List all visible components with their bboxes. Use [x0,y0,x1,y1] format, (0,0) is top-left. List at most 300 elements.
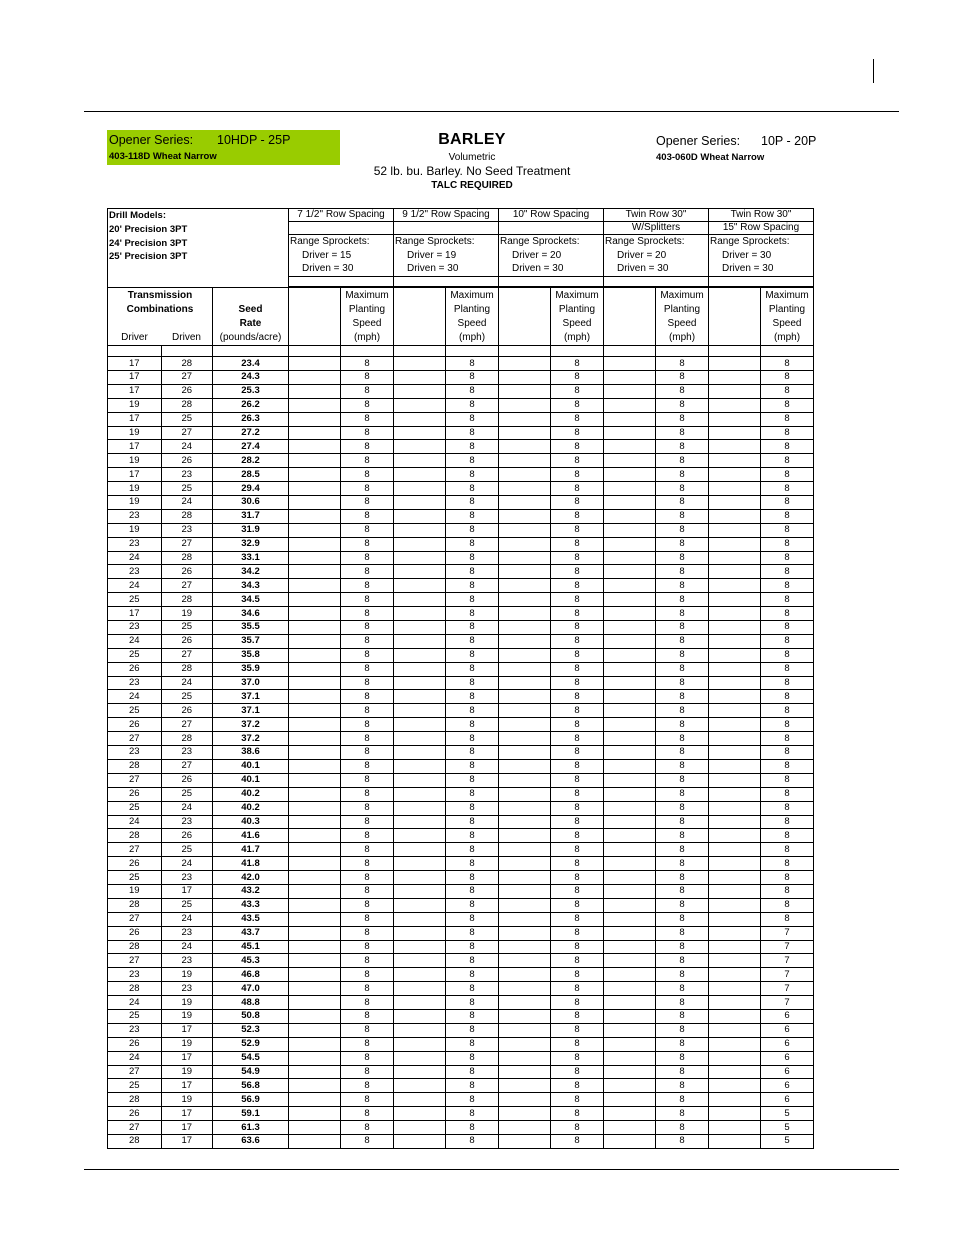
max-speed-value: 8 [656,426,709,440]
max-speed-value: 8 [446,496,499,510]
driver-value: 27 [108,1065,162,1079]
seed-rate-value: 43.5 [213,912,289,926]
blank-cell [289,940,341,954]
max-speed-value: 7 [761,926,814,940]
driven-value: 28 [161,593,213,607]
max-speed-value: 8 [761,398,814,412]
max-speed-value: 8 [341,1079,394,1093]
max-speed-header [446,288,499,346]
blank-cell [499,482,551,496]
max-speed-value: 8 [551,676,604,690]
max-speed-value: 8 [551,704,604,718]
blank-cell [709,1121,761,1135]
table-row [108,773,814,787]
blank-cell [709,468,761,482]
table-row [108,357,814,371]
cell-line: (mph) [668,332,696,344]
driven-value: 28 [161,509,213,523]
blank-cell [709,1051,761,1065]
blank-cell [289,565,341,579]
max-speed-value: 8 [656,1107,709,1121]
max-speed-value: 8 [446,926,499,940]
blank-cell [394,801,446,815]
blank-cell [499,759,551,773]
max-speed-value: 8 [656,593,709,607]
seed-rate-value: 31.9 [213,523,289,537]
cell-line: Range Sprockets: [605,236,685,247]
cell-line: Range Sprockets: [395,236,475,247]
blank-cell [499,815,551,829]
blank-cell [394,1134,446,1148]
max-speed-value: 8 [656,857,709,871]
max-speed-value: 8 [446,648,499,662]
max-speed-value: 8 [656,468,709,482]
blank-cell [499,398,551,412]
max-speed-value: 8 [656,815,709,829]
max-speed-value: 8 [551,1037,604,1051]
blank-cell [499,384,551,398]
blank-cell [709,1093,761,1107]
table-row [108,690,814,704]
blank-cell [394,690,446,704]
max-speed-value: 8 [446,1009,499,1023]
blank-cell [394,496,446,510]
blank-cell [604,759,656,773]
blank-cell [289,468,341,482]
blank-cell [394,954,446,968]
row-spacing-subheader [394,222,499,235]
blank-cell [499,912,551,926]
max-speed-header [551,288,604,346]
driven-value: 28 [161,357,213,371]
blank-cell [289,537,341,551]
max-speed-value: 8 [341,634,394,648]
blank-cell [709,496,761,510]
seed-rate-value: 27.2 [213,426,289,440]
max-speed-value: 8 [551,468,604,482]
max-speed-value: 8 [551,759,604,773]
max-speed-value: 8 [446,412,499,426]
blank-cell [289,815,341,829]
blank-cell [289,746,341,760]
page-subtitle: Volumetric [448,152,496,163]
seed-rate-value: 40.2 [213,787,289,801]
max-speed-value: 8 [446,1093,499,1107]
range-sprockets-cell [289,235,394,277]
blank-cell [289,440,341,454]
blank-cell [394,884,446,898]
table-row [108,676,814,690]
driver-value: 27 [108,912,162,926]
seed-rate-value: 46.8 [213,968,289,982]
cell-line: Speed [772,318,802,330]
max-speed-value: 8 [446,1134,499,1148]
blank-cell [709,843,761,857]
max-speed-value: 8 [656,884,709,898]
max-speed-value: 8 [761,815,814,829]
spacer-cell [761,346,814,357]
max-speed-value: 8 [341,926,394,940]
seed-rate-value: 43.2 [213,884,289,898]
blank-cell [394,1051,446,1065]
table-row [108,1121,814,1135]
blank-cell [604,523,656,537]
max-speed-value: 8 [656,523,709,537]
blank-cell [499,523,551,537]
max-speed-value: 8 [656,954,709,968]
title-block [322,130,622,192]
driven-value: 25 [161,482,213,496]
blank-cell [709,426,761,440]
max-speed-value: 8 [656,690,709,704]
max-speed-value: 8 [341,843,394,857]
blank-cell [604,954,656,968]
blank-cell [604,1009,656,1023]
blank-cell [604,357,656,371]
blank-cell [499,426,551,440]
seed-rate-value: 40.2 [213,801,289,815]
blank-cell [709,1107,761,1121]
driven-value: 23 [161,871,213,885]
max-speed-value: 8 [656,371,709,385]
blank-cell [709,871,761,885]
max-speed-value: 8 [341,412,394,426]
blank-cell [394,537,446,551]
max-speed-value: 8 [551,496,604,510]
table-row [108,1107,814,1121]
cell-line: Driven = 30 [722,263,774,275]
seed-rate-value: 30.6 [213,496,289,510]
blank-cell [289,759,341,773]
blank-cell [499,440,551,454]
driven-value: 27 [161,648,213,662]
seed-rate-value: 41.7 [213,843,289,857]
blank-cell [604,773,656,787]
table-row [108,384,814,398]
driven-value: 24 [161,801,213,815]
driver-value: 17 [108,607,162,621]
max-speed-value: 8 [761,551,814,565]
table-row [108,732,814,746]
table-row [108,1065,814,1079]
driver-value: 25 [108,871,162,885]
blank-cell [394,648,446,662]
max-speed-value: 8 [551,607,604,621]
max-speed-value: 8 [761,468,814,482]
max-speed-value: 8 [761,662,814,676]
blank-cell [289,1023,341,1037]
max-speed-value: 8 [446,857,499,871]
max-speed-value: 8 [761,843,814,857]
driven-value: 24 [161,857,213,871]
blank-cell [604,787,656,801]
driven-value: 17 [161,884,213,898]
max-speed-value: 8 [761,648,814,662]
max-speed-value: 8 [446,607,499,621]
max-speed-value: 8 [761,607,814,621]
blank-cell [499,843,551,857]
max-speed-value: 8 [656,968,709,982]
max-speed-value: 8 [446,509,499,523]
blank-cell [289,982,341,996]
cell-line: Seed [238,304,263,316]
seed-rate-value: 47.0 [213,982,289,996]
blank-cell [709,509,761,523]
seed-rate-value: 41.6 [213,829,289,843]
blank-cell [604,898,656,912]
max-speed-value: 8 [446,593,499,607]
range-sprockets-cell [394,235,499,277]
table-row [108,662,814,676]
max-speed-value: 8 [446,676,499,690]
blank-cell [604,690,656,704]
blank-cell [394,718,446,732]
max-speed-value: 5 [761,1121,814,1135]
blank-cell [394,926,446,940]
max-speed-value: 8 [341,551,394,565]
blank-cell [604,732,656,746]
max-speed-value: 8 [656,398,709,412]
max-speed-value: 8 [551,1121,604,1135]
max-speed-value: 8 [656,718,709,732]
max-speed-value: 8 [761,759,814,773]
driver-value: 23 [108,968,162,982]
blank-cell [499,829,551,843]
blank-cell [604,454,656,468]
max-speed-value: 8 [341,440,394,454]
blank-cell [709,1023,761,1037]
row-spacing-subheader: W/Splitters [604,222,709,235]
blank-cell [604,412,656,426]
max-speed-value: 8 [761,704,814,718]
table-row [108,551,814,565]
max-speed-value: 8 [341,871,394,885]
driven-value: 23 [161,523,213,537]
blank-cell [289,621,341,635]
max-speed-value: 7 [761,982,814,996]
spacer-cell [446,346,499,357]
blank-cell [394,982,446,996]
max-speed-value: 8 [341,704,394,718]
blank-cell [604,1023,656,1037]
blank-cell [709,801,761,815]
max-speed-value: 8 [341,690,394,704]
max-speed-value: 8 [341,468,394,482]
blank-cell [289,718,341,732]
blank-cell [499,773,551,787]
blank-cell [604,926,656,940]
blank-cell [394,787,446,801]
blank-cell [499,968,551,982]
blank-cell [394,509,446,523]
max-speed-value: 8 [656,551,709,565]
driven-value: 23 [161,982,213,996]
spacer-cell [394,277,499,287]
driven-value: 19 [161,1009,213,1023]
blank-cell [499,662,551,676]
blank-cell [394,482,446,496]
max-speed-value: 8 [551,954,604,968]
table-row [108,704,814,718]
blank-cell [604,607,656,621]
max-speed-value: 8 [656,898,709,912]
max-speed-value: 8 [761,482,814,496]
max-speed-value: 8 [551,787,604,801]
max-speed-value: 8 [446,871,499,885]
blank-cell [604,621,656,635]
blank-cell [499,509,551,523]
max-speed-value: 8 [551,912,604,926]
max-speed-value: 8 [341,912,394,926]
blank-cell [604,440,656,454]
table-row [108,579,814,593]
max-speed-header [341,288,394,346]
spacer-cell [709,277,814,287]
blank-cell [394,607,446,621]
blank-cell [289,1037,341,1051]
seed-rate-value: 61.3 [213,1121,289,1135]
blank-cell [709,537,761,551]
seed-rate-value: 35.7 [213,634,289,648]
max-speed-value: 8 [341,1121,394,1135]
driven-value: 19 [161,1093,213,1107]
blank-cell [499,746,551,760]
blank-cell [289,773,341,787]
driver-value: 19 [108,884,162,898]
seed-rate-value: 38.6 [213,746,289,760]
cell-line: Driver = 19 [407,249,457,261]
blank-cell [289,1134,341,1148]
blank-cell [289,523,341,537]
row-spacing-subheader [499,222,604,235]
seed-rate-value: 45.1 [213,940,289,954]
transmission-header [108,288,213,346]
driven-value: 25 [161,843,213,857]
max-speed-value: 8 [656,1037,709,1051]
footer-rule [84,1169,899,1170]
max-speed-value: 8 [551,398,604,412]
blank-cell [499,926,551,940]
blank-cell [709,1037,761,1051]
driven-value: 28 [161,398,213,412]
driver-value: 26 [108,787,162,801]
blank-cell [604,1079,656,1093]
spacer-cell [604,346,656,357]
cell-line: Planting [453,304,491,316]
max-speed-value: 8 [551,412,604,426]
blank-cell [394,1121,446,1135]
max-speed-value: 8 [341,732,394,746]
table-row [108,954,814,968]
max-speed-value: 8 [761,565,814,579]
max-speed-value: 8 [656,1121,709,1135]
max-speed-value: 8 [656,829,709,843]
max-speed-value: 8 [446,537,499,551]
blank-cell [499,704,551,718]
cell-line: Driver = 20 [617,249,667,261]
table-row [108,288,814,346]
max-speed-value: 7 [761,954,814,968]
driven-value: 28 [161,551,213,565]
blank-cell [499,718,551,732]
max-speed-value: 8 [551,1023,604,1037]
max-speed-value: 8 [656,1079,709,1093]
blank-cell [499,648,551,662]
blank-cell [394,593,446,607]
max-speed-value: 8 [446,565,499,579]
max-speed-value: 8 [761,537,814,551]
max-speed-value: 8 [341,1037,394,1051]
max-speed-value: 8 [761,718,814,732]
max-speed-value: 8 [761,440,814,454]
blank-cell [289,371,341,385]
spacer-cell [604,277,709,287]
cell-line: Speed [667,318,697,330]
table-row [108,593,814,607]
max-speed-value: 8 [761,690,814,704]
max-speed-value: 8 [551,940,604,954]
cell-line: Range Sprockets: [290,236,370,247]
max-speed-value: 5 [761,1107,814,1121]
blank-cell [289,662,341,676]
max-speed-value: 8 [656,676,709,690]
max-speed-value: 8 [656,607,709,621]
driver-value: 26 [108,718,162,732]
max-speed-value: 8 [656,1009,709,1023]
max-speed-value: 8 [341,884,394,898]
blank-cell [709,398,761,412]
max-speed-value: 8 [446,718,499,732]
max-speed-value: 8 [446,940,499,954]
max-speed-value: 8 [446,621,499,635]
blank-cell [604,1093,656,1107]
table-row [108,968,814,982]
table-row [108,634,814,648]
max-speed-value: 8 [656,1023,709,1037]
cell-line: Rate [239,318,262,330]
blank-cell [289,551,341,565]
max-speed-value: 8 [551,996,604,1010]
seed-rate-value: 63.6 [213,1134,289,1148]
blank-cell [499,1037,551,1051]
opener-series-right [656,131,836,166]
blank-cell [394,468,446,482]
blank-cell [394,996,446,1010]
driver-value: 28 [108,829,162,843]
spacer-cell [709,346,761,357]
max-speed-value: 8 [656,579,709,593]
blank-cell [289,1051,341,1065]
max-speed-value: 8 [446,732,499,746]
blank-cell [394,676,446,690]
spacer-cell [161,346,213,357]
blank-cell [499,1023,551,1037]
cell-line: Combinations [126,304,194,316]
blank-cell [499,884,551,898]
opener-series-left [107,130,340,165]
max-speed-value: 8 [446,898,499,912]
blank-cell [394,746,446,760]
table-row [108,565,814,579]
seed-rate-value: 35.8 [213,648,289,662]
table-row [108,718,814,732]
max-speed-value: 8 [446,801,499,815]
blank-cell [394,412,446,426]
driven-value: 26 [161,773,213,787]
blank-cell [289,787,341,801]
max-speed-value: 8 [551,884,604,898]
driver-value: 27 [108,1121,162,1135]
